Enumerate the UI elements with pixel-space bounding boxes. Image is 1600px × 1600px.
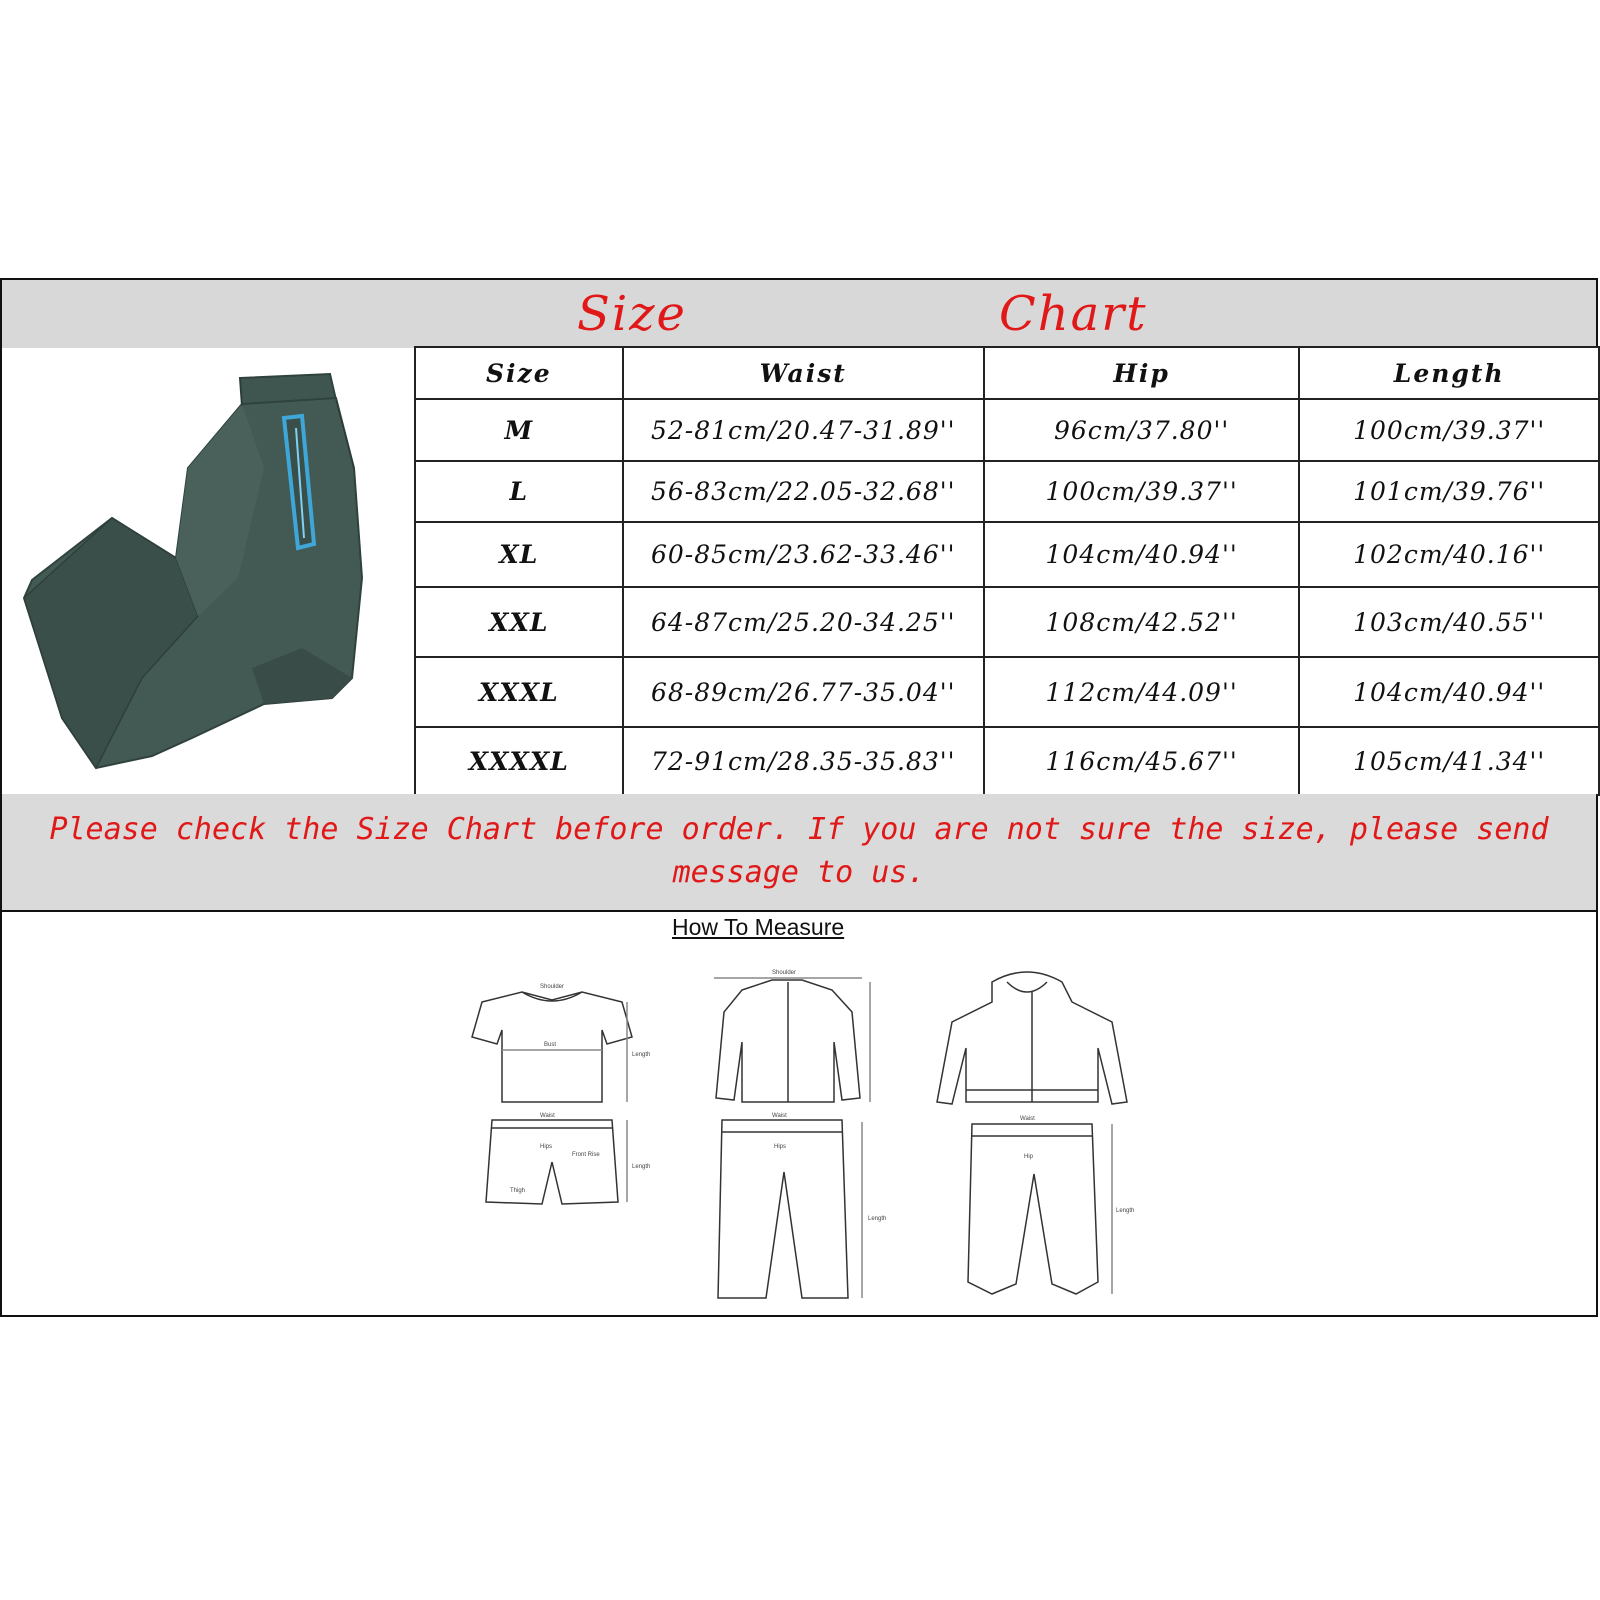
label-waist-joggers: Waist bbox=[1020, 1116, 1035, 1122]
cell-length: 104cm/40.94'' bbox=[1299, 657, 1599, 727]
cell-waist: 56-83cm/22.05-32.68'' bbox=[623, 461, 984, 522]
how-to-measure-section bbox=[2, 912, 1596, 1315]
label-hip-joggers: Hip bbox=[1024, 1154, 1034, 1160]
label-hips-shorts: Hips bbox=[540, 1144, 553, 1150]
cell-length: 100cm/39.37'' bbox=[1299, 399, 1599, 461]
label-waist-shorts: Waist bbox=[540, 1113, 555, 1119]
label-front-rise: Front Rise bbox=[572, 1152, 600, 1158]
cell-hip: 116cm/45.67'' bbox=[984, 727, 1300, 795]
cell-waist: 72-91cm/28.35-35.83'' bbox=[623, 727, 984, 795]
product-image bbox=[2, 348, 414, 794]
label-thigh: Thigh bbox=[510, 1188, 526, 1194]
cell-hip: 108cm/42.52'' bbox=[984, 587, 1300, 657]
cell-size: XXXXL bbox=[415, 727, 623, 795]
table-row bbox=[415, 461, 1599, 522]
label-length-tshirt: Length bbox=[632, 1052, 651, 1058]
cell-size: XXXL bbox=[415, 657, 623, 727]
cell-waist: 64-87cm/25.20-34.25'' bbox=[623, 587, 984, 657]
label-length-shorts: Length bbox=[632, 1164, 651, 1170]
cell-length: 105cm/41.34'' bbox=[1299, 727, 1599, 795]
cell-length: 103cm/40.55'' bbox=[1299, 587, 1599, 657]
measure-diagram-icon bbox=[422, 952, 1182, 1312]
cell-size: XL bbox=[415, 522, 623, 587]
label-bust: Bust bbox=[544, 1042, 557, 1048]
cell-waist: 52-81cm/20.47-31.89'' bbox=[623, 399, 984, 461]
cell-size: L bbox=[415, 461, 623, 522]
label-length-joggers: Length bbox=[1116, 1208, 1135, 1214]
size-chart-frame bbox=[0, 278, 1598, 1317]
cell-size: M bbox=[415, 399, 623, 461]
label-shoulder: Shoulder bbox=[540, 984, 565, 990]
cell-size: XXL bbox=[415, 587, 623, 657]
header-waist: Waist bbox=[623, 347, 984, 399]
cell-hip: 96cm/37.80'' bbox=[984, 399, 1300, 461]
label-hips-pants: Hips bbox=[774, 1144, 787, 1150]
label-length-pants: Length bbox=[868, 1216, 887, 1222]
header-hip: Hip bbox=[984, 347, 1300, 399]
size-note: Please check the Size Chart before order. If you are not sure the size, please send message to us. bbox=[2, 794, 1596, 912]
table-row bbox=[415, 522, 1599, 587]
cell-length: 102cm/40.16'' bbox=[1299, 522, 1599, 587]
table-row bbox=[415, 657, 1599, 727]
cell-hip: 104cm/40.94'' bbox=[984, 522, 1300, 587]
cell-hip: 100cm/39.37'' bbox=[984, 461, 1300, 522]
cell-length: 101cm/39.76'' bbox=[1299, 461, 1599, 522]
title-band bbox=[2, 280, 1596, 348]
table-header-row bbox=[415, 347, 1599, 399]
table-row bbox=[415, 587, 1599, 657]
cell-waist: 68-89cm/26.77-35.04'' bbox=[623, 657, 984, 727]
table-row bbox=[415, 727, 1599, 795]
title-size: Size bbox=[577, 286, 687, 342]
cell-hip: 112cm/44.09'' bbox=[984, 657, 1300, 727]
cell-waist: 60-85cm/23.62-33.46'' bbox=[623, 522, 984, 587]
label-shoulder-shirt: Shoulder bbox=[772, 970, 797, 976]
header-length: Length bbox=[1299, 347, 1599, 399]
size-table bbox=[414, 346, 1600, 796]
label-waist-pants: Waist bbox=[772, 1113, 787, 1119]
title-chart: Chart bbox=[999, 286, 1148, 342]
how-to-measure-title: How To Measure bbox=[672, 914, 845, 940]
table-row bbox=[415, 399, 1599, 461]
header-size: Size bbox=[415, 347, 623, 399]
pants-icon bbox=[2, 348, 414, 794]
